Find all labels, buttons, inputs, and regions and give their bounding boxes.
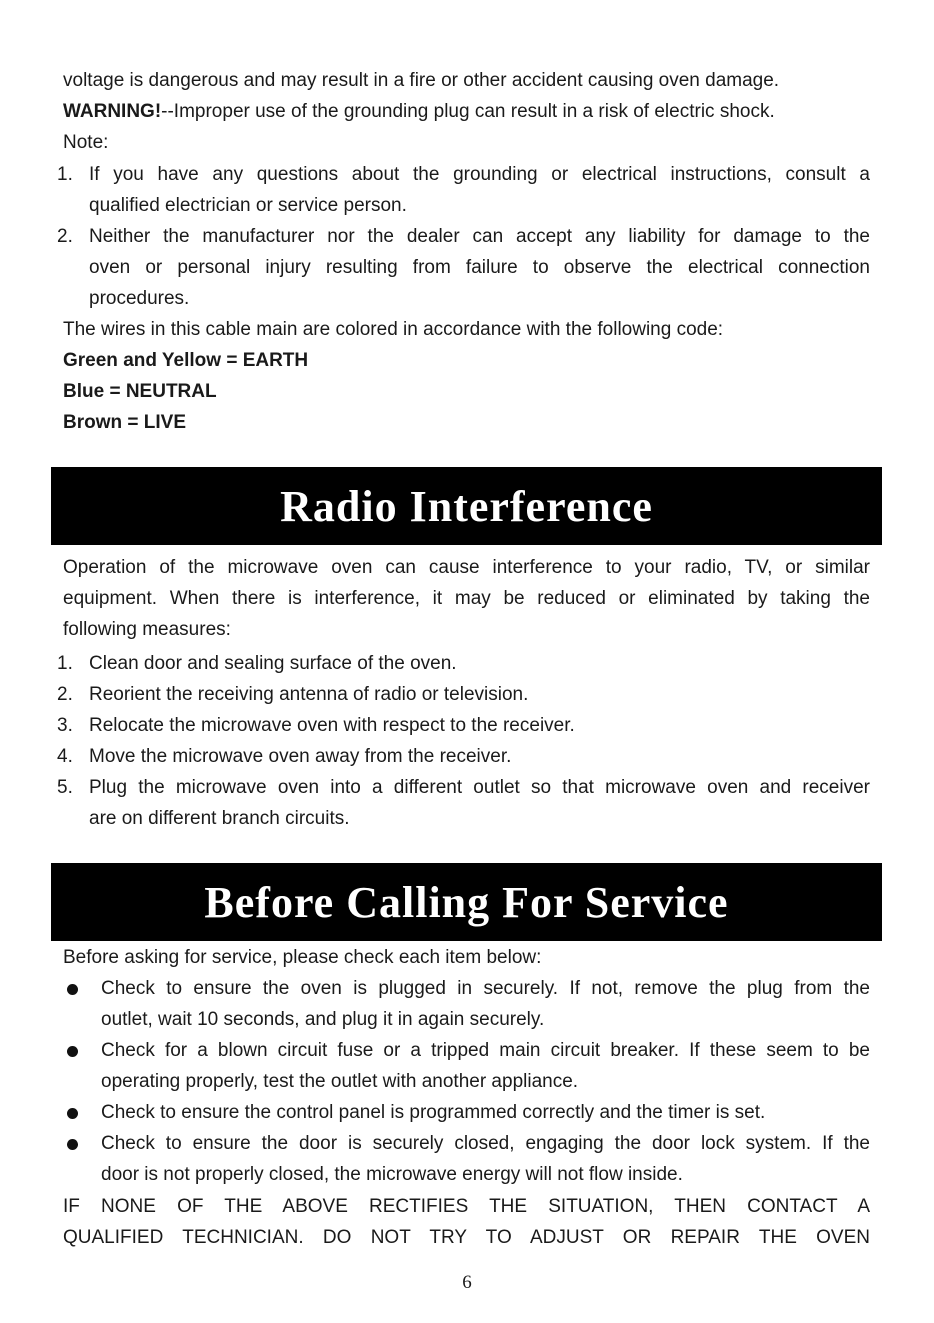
check-item: Check to ensure the oven is plugged in securely. If not, remove the plug from the (101, 978, 870, 999)
before-calling-heading: Before Calling For Service (51, 863, 882, 941)
note-line: qualified electrician or service person. (89, 195, 407, 216)
warning-line (63, 101, 870, 123)
measure-number: 4. (57, 746, 73, 767)
measure-number: 2. (57, 684, 73, 705)
note-line: If you have any questions about the grounding or electrical instructions, consult a (89, 164, 870, 185)
check-item: outlet, wait 10 seconds, and plug it in again securely. (101, 1009, 545, 1030)
service-intro: Before asking for service, please check each item below: (63, 947, 542, 968)
final-notice-line: QUALIFIED TECHNICIAN. DO NOT TRY TO ADJUST OR REPAIR THE OVEN (63, 1227, 870, 1248)
final-notice-line: IF NONE OF THE ABOVE RECTIFIES THE SITUATION, THEN CONTACT A (63, 1196, 870, 1217)
warning-label: WARNING! (63, 101, 162, 122)
check-item: Check to ensure the door is securely closed, engaging the door lock system. If the (101, 1133, 870, 1154)
note-number: 1. (57, 164, 73, 185)
note-line: Neither the manufacturer nor the dealer can accept any liability for damage to the (89, 226, 870, 247)
check-item: Check to ensure the control panel is programmed correctly and the timer is set. (101, 1102, 766, 1123)
page-number: 6 (462, 1272, 472, 1293)
measure-number: 1. (57, 653, 73, 674)
note-line: oven or personal injury resulting from failure to observe the electrical connection (89, 257, 870, 278)
wire-code-neutral: Blue = NEUTRAL (63, 381, 217, 402)
wire-code-live: Brown = LIVE (63, 412, 186, 433)
radio-paragraph-line: equipment. When there is interference, it may be reduced or eliminated by taking the (63, 588, 870, 609)
bullet-dot (67, 984, 78, 995)
bullet-dot (67, 1046, 78, 1057)
measure-item: Reorient the receiving antenna of radio or television. (89, 684, 529, 705)
note-line: procedures. (89, 288, 190, 309)
wires-line: The wires in this cable main are colored in accordance with the following code: (63, 319, 724, 340)
measure-item: Move the microwave oven away from the receiver. (89, 746, 512, 767)
note-label: Note: (63, 132, 109, 153)
note-number: 2. (57, 226, 73, 247)
measure-item: Clean door and sealing surface of the oven. (89, 653, 457, 674)
measure-number: 3. (57, 715, 73, 736)
measure-item: Plug the microwave oven into a different outlet so that microwave oven and receiver (89, 777, 870, 798)
wire-code-earth: Green and Yellow = EARTH (63, 350, 309, 371)
check-item: door is not properly closed, the microwave energy will not flow inside. (101, 1164, 683, 1185)
measure-item: are on different branch circuits. (89, 808, 350, 829)
bullet-dot (67, 1139, 78, 1150)
radio-interference-heading: Radio Interference (51, 467, 882, 545)
warning-text: --Improper use of the grounding plug can result in a risk of electric shock. (161, 101, 775, 122)
check-item: operating properly, test the outlet with another appliance. (101, 1071, 579, 1092)
radio-paragraph-line: following measures: (63, 619, 231, 640)
radio-paragraph-line: Operation of the microwave oven can cause interference to your radio, TV, or similar (63, 557, 870, 578)
measure-item: Relocate the microwave oven with respect to the receiver. (89, 715, 575, 736)
intro-line: voltage is dangerous and may result in a fire or other accident causing oven damage. (63, 70, 780, 91)
measure-number: 5. (57, 777, 73, 798)
bullet-dot (67, 1108, 78, 1119)
check-item: Check for a blown circuit fuse or a tripped main circuit breaker. If these seem to be (101, 1040, 870, 1061)
